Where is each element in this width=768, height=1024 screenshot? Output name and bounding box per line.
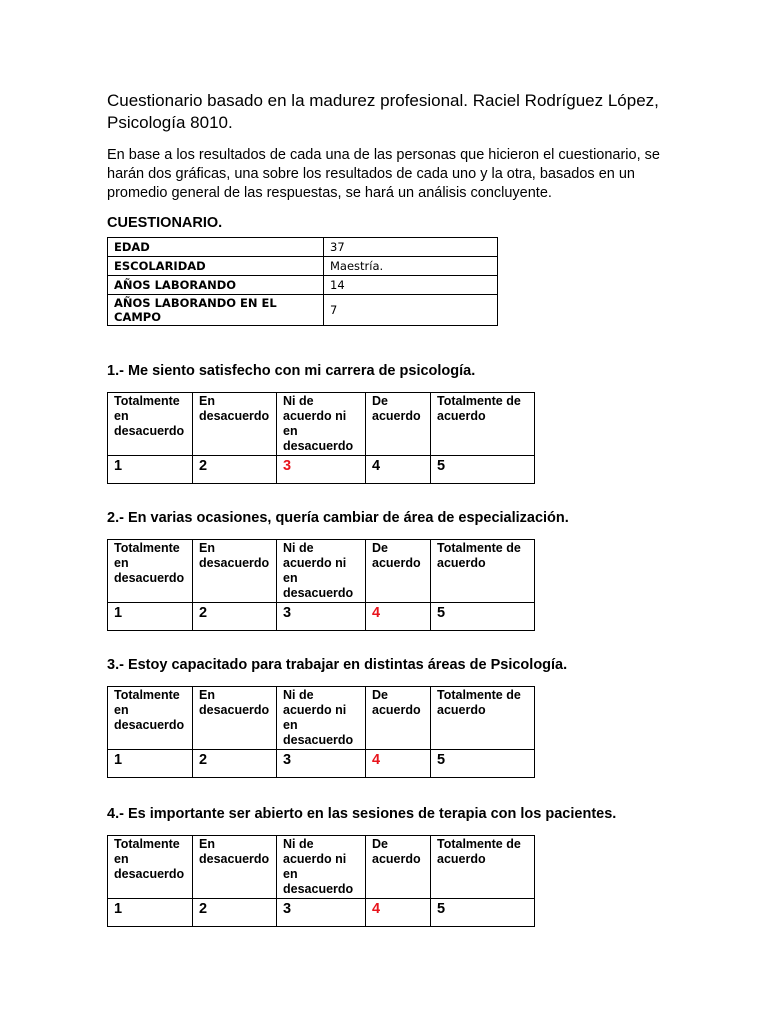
scale-header-cell: Totalmente de acuerdo: [431, 393, 535, 456]
question-title: 2.- En varias ocasiones, quería cambiar de área de especialización.: [107, 510, 569, 526]
info-value: 37: [324, 238, 498, 257]
likert-scale-table: [107, 686, 535, 778]
scale-value-cell: 3: [277, 750, 366, 778]
scale-header-cell: En desacuerdo: [193, 687, 277, 750]
scale-value-cell: 1: [108, 750, 193, 778]
scale-value-cell: 3: [277, 603, 366, 631]
scale-value-cell: 2: [193, 750, 277, 778]
document-page: [107, 90, 667, 326]
scale-header-cell: Ni de acuerdo ni en desacuerdo: [277, 836, 366, 899]
scale-header-cell: Ni de acuerdo ni en desacuerdo: [277, 393, 366, 456]
question-title: 1.- Me siento satisfecho con mi carrera de psicología.: [107, 363, 476, 379]
info-value: 14: [324, 276, 498, 295]
info-value: 7: [324, 295, 498, 326]
info-label: ESCOLARIDAD: [108, 257, 324, 276]
scale-value-cell: 3: [277, 899, 366, 927]
scale-header-cell: Totalmente en desacuerdo: [108, 687, 193, 750]
scale-header-row: [108, 687, 535, 750]
question-block: [107, 657, 667, 778]
scale-header-cell: De acuerdo: [366, 393, 431, 456]
scale-header-cell: Totalmente de acuerdo: [431, 836, 535, 899]
scale-value-cell: 1: [108, 603, 193, 631]
scale-header-cell: Totalmente de acuerdo: [431, 687, 535, 750]
scale-header-cell: Totalmente de acuerdo: [431, 540, 535, 603]
info-value: Maestría.: [324, 257, 498, 276]
scale-value-row: [108, 603, 535, 631]
question-title: 3.- Estoy capacitado para trabajar en distintas áreas de Psicología.: [107, 657, 568, 673]
question-block: [107, 806, 667, 927]
scale-value-cell: 5: [431, 456, 535, 484]
info-table: [107, 237, 498, 326]
scale-header-cell: Ni de acuerdo ni en desacuerdo: [277, 540, 366, 603]
scale-value-cell: 4: [366, 456, 431, 484]
likert-scale-table: [107, 835, 535, 927]
question-block: [107, 363, 667, 484]
likert-scale-table: [107, 392, 535, 484]
scale-value-cell: 5: [431, 603, 535, 631]
info-row: [108, 295, 498, 326]
scale-value-cell: 2: [193, 456, 277, 484]
scale-value-selected: 3: [277, 456, 366, 484]
scale-header-cell: Totalmente en desacuerdo: [108, 836, 193, 899]
likert-scale-table: [107, 539, 535, 631]
info-row: [108, 276, 498, 295]
info-label: AÑOS LABORANDO: [108, 276, 324, 295]
question-block: [107, 510, 667, 631]
scale-value-cell: 2: [193, 899, 277, 927]
scale-header-cell: De acuerdo: [366, 836, 431, 899]
info-label: EDAD: [108, 238, 324, 257]
scale-header-row: [108, 393, 535, 456]
scale-value-selected: 4: [366, 750, 431, 778]
scale-header-cell: Ni de acuerdo ni en desacuerdo: [277, 687, 366, 750]
scale-header-row: [108, 540, 535, 603]
document-title: Cuestionario basado en la madurez profesional. Raciel Rodríguez López, Psicología 8010.: [107, 91, 659, 132]
scale-value-row: [108, 899, 535, 927]
scale-header-cell: En desacuerdo: [193, 393, 277, 456]
scale-header-cell: Totalmente en desacuerdo: [108, 393, 193, 456]
scale-value-row: [108, 750, 535, 778]
scale-value-cell: 5: [431, 750, 535, 778]
scale-value-selected: 4: [366, 899, 431, 927]
info-label: AÑOS LABORANDO EN EL CAMPO: [108, 295, 324, 326]
scale-value-cell: 2: [193, 603, 277, 631]
scale-header-row: [108, 836, 535, 899]
scale-header-cell: Totalmente en desacuerdo: [108, 540, 193, 603]
info-row: [108, 257, 498, 276]
scale-header-cell: En desacuerdo: [193, 540, 277, 603]
scale-header-cell: En desacuerdo: [193, 836, 277, 899]
scale-value-cell: 1: [108, 899, 193, 927]
scale-value-selected: 4: [366, 603, 431, 631]
scale-header-cell: De acuerdo: [366, 540, 431, 603]
question-title: 4.- Es importante ser abierto en las sesiones de terapia con los pacientes.: [107, 806, 617, 822]
scale-header-cell: De acuerdo: [366, 687, 431, 750]
scale-value-cell: 1: [108, 456, 193, 484]
scale-value-cell: 5: [431, 899, 535, 927]
scale-value-row: [108, 456, 535, 484]
section-heading: CUESTIONARIO.: [107, 215, 223, 231]
info-row: [108, 238, 498, 257]
intro-paragraph: En base a los resultados de cada una de las personas que hicieron el cuestionario, se harán dos gráficas, una sobre los resultados de cada uno y la otra, basados en un promedio general de las respuestas, se hará un análisis concluyente.: [107, 147, 660, 201]
